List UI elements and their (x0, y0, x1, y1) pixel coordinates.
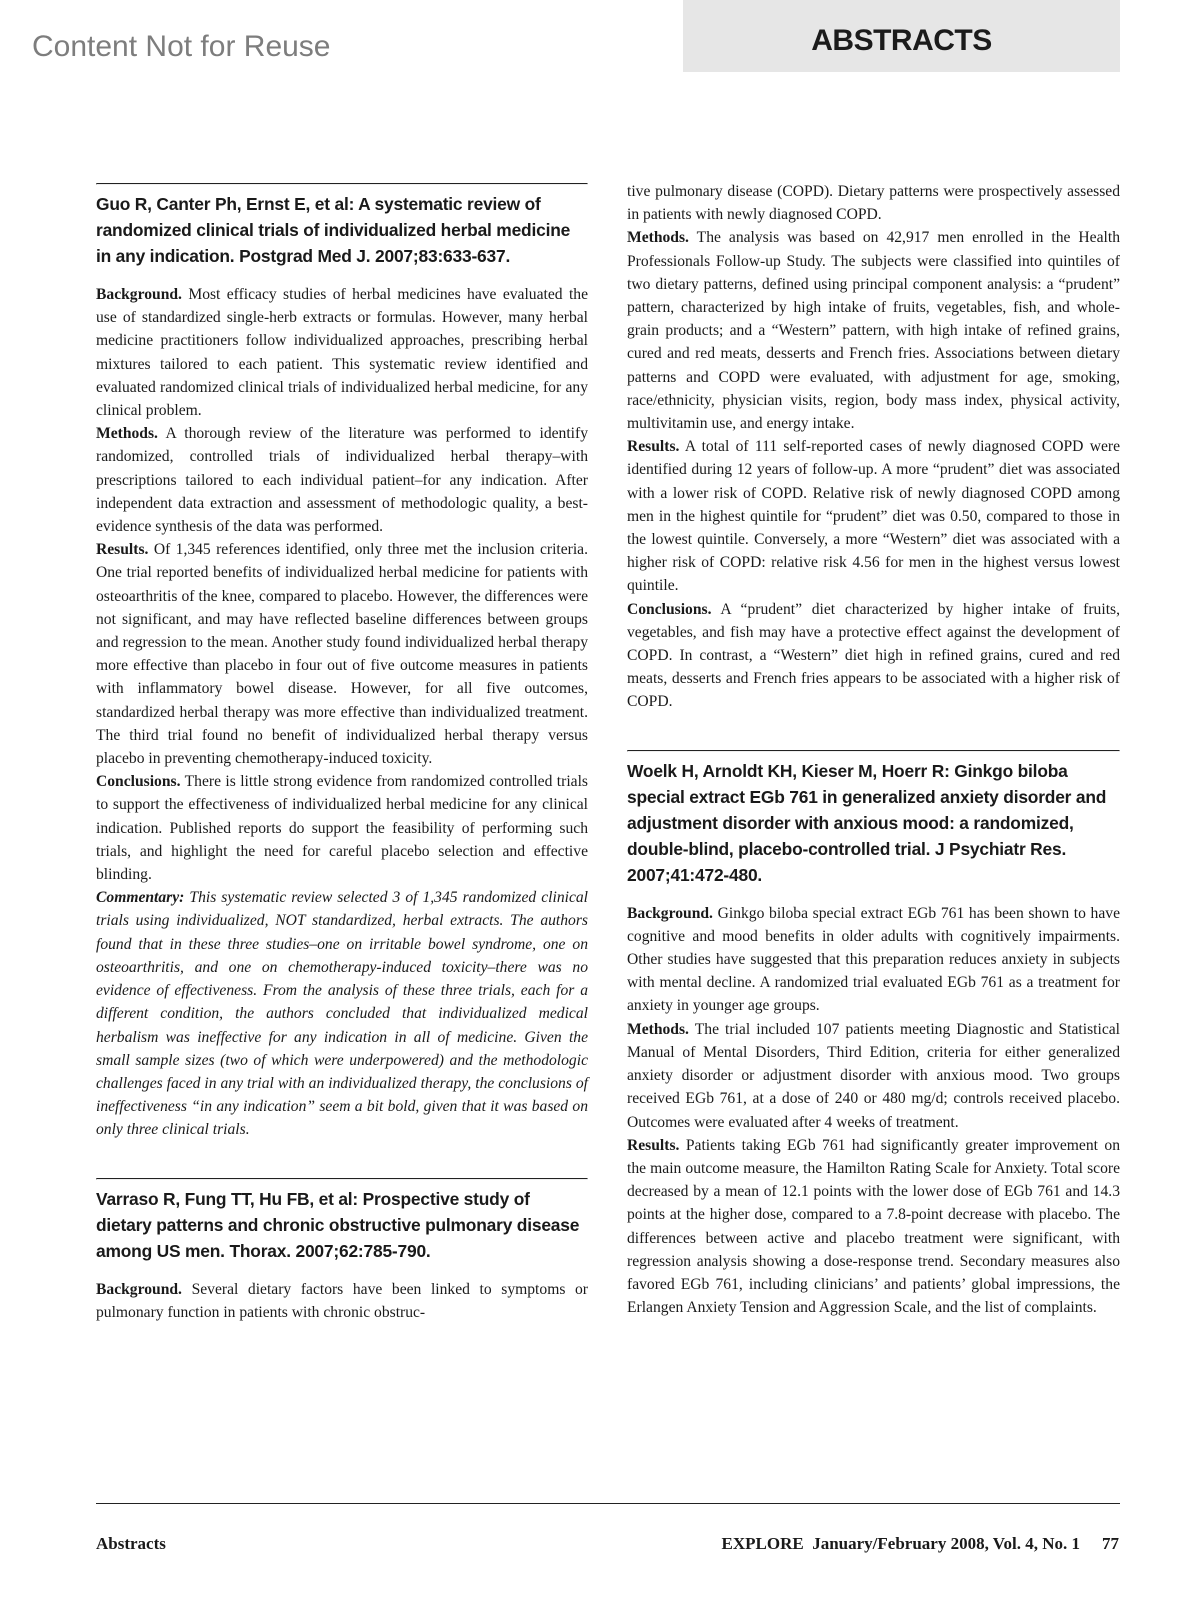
results-label: Results. (627, 438, 680, 456)
background-paragraph (627, 902, 1120, 1018)
methods-label: Methods. (96, 425, 158, 443)
conclusions-text: There is little strong evidence from randomized controlled trials to support the effectiveness of individualized herbal medicine for any clinical indication. Published reports do support the feasibility of performing such trials, and highlight the need for careful placebo selection and effective blinding. (96, 773, 588, 884)
methods-text: The trial included 107 patients meeting Diagnostic and Statistical Manual of Mental Disorders, Third Edition, criteria for either generalized anxiety disorder or adjustment disorder with anxious mood. Two groups received EGb 761, at a dose of 240 or 480 mg/d; controls received placebo. Outcomes were evaluated after 4 weeks of treatment. (627, 1020, 1121, 1131)
footer-section-name: Abstracts (96, 1534, 166, 1553)
article-rule (96, 183, 588, 185)
conclusions-label: Conclusions. (627, 600, 712, 618)
results-paragraph (627, 1134, 1120, 1320)
methods-paragraph (627, 1018, 1120, 1134)
results-paragraph (96, 538, 588, 770)
results-label: Results. (96, 541, 149, 559)
page-number: 77 (1102, 1534, 1119, 1553)
footer-citation (722, 1534, 1119, 1554)
footer-rule (96, 1503, 1120, 1504)
article-title: Guo R, Canter Ph, Ernst E, et al: A systematic review of randomized clinical trials of individualized herbal medicine in any indication. Postgrad Med J. 2007;83:633-637. (96, 194, 571, 266)
results-paragraph (627, 435, 1120, 597)
methods-text: A thorough review of the literature was performed to identify randomized, controlled trials of individualized herbal therapy–with prescriptions tailored to each individual patient–for any indication. After independent data extraction and assessment of methodologic quality, a best-evidence synthesis of the data was performed. (96, 425, 589, 536)
results-text: A total of 111 self-reported cases of newly diagnosed COPD were identified during 12 years of follow-up. A more “prudent” diet was associated with a lower risk of COPD. Relative risk of newly diagnosed COPD among men in the highest quintile for “prudent” diet was 0.50, compared to those in the lowest quintile. Conversely, a more “Western” diet was associated with a higher risk of COPD: relative risk 4.56 for men in the highest versus lowest quintile. (627, 438, 1120, 595)
methods-label: Methods. (627, 229, 689, 247)
background-continued: tive pulmonary disease (COPD). Dietary patterns were prospectively assessed in patients with newly diagnosed COPD. (627, 183, 1120, 224)
background-label: Background. (96, 1280, 182, 1298)
background-label: Background. (96, 286, 182, 303)
background-text: Several dietary factors have been linked to symptoms or pulmonary function in patients with chronic obstruc- (96, 1280, 588, 1321)
article-guo (96, 183, 588, 1142)
conclusions-paragraph (96, 770, 588, 886)
background-text: Most efficacy studies of herbal medicines have evaluated the use of standardized single-herb extracts or formulas. However, many herbal medicine practitioners follow individualized approaches, prescribing herbal mixtures tailored to each patient. This systematic review identified and evaluated randomized clinical trials of individualized herbal medicine, for any clinical problem. (96, 286, 588, 420)
watermark: Content Not for Reuse (32, 30, 331, 63)
commentary-label: Commentary: (96, 889, 185, 907)
article-varraso-continued (627, 180, 1120, 714)
article-title: Woelk H, Arnoldt KH, Kieser M, Hoerr R: Ginkgo biloba special extract EGb 761 in generalized anxiety disorder and adjustment disorder with anxious mood: a randomized, double-blind, placebo-controlled trial. J Psychiatr Res. 2007;41:472-480. (627, 760, 1107, 885)
background-paragraph (96, 1278, 588, 1324)
footer-journal: EXPLORE January/February 2008, Vol. 4, No. 1 (721, 1534, 1080, 1553)
methods-paragraph (627, 226, 1120, 435)
methods-label: Methods. (627, 1020, 689, 1038)
background-paragraph (96, 283, 588, 422)
background-text: Ginkgo biloba special extract EGb 761 has been shown to have cognitive and mood benefits in older adults with cognitively impairments. Other studies have suggested that this preparation reduces anxiety in subjects with mental decline. A randomized trial evaluated EGb 761 as a treatment for anxiety in younger age groups. (627, 904, 1120, 1015)
article-rule (627, 750, 1120, 752)
article-woelk (627, 750, 1120, 1320)
article-varraso (96, 1178, 588, 1324)
commentary-text: This systematic review selected 3 of 1,345 randomized clinical trials using individualized, NOT standardized, herbal extracts. The authors found that in these three studies–one on irritable bowel syndrome, one on osteoarthritis, and one on chemotherapy-induced toxicity–there was no evidence of effectiveness. From the analysis of these three trials, each for a different condition, the authors concluded that individualized medical herbalism was ineffective for any indication in all of medicine. Given the small sample sizes (two of which were underpowered) and the methodologic challenges faced in any trial with an individualized therapy, the conclusions of ineffectiveness “in any indication” seem a bit bold, given that it was based on only three clinical trials. (96, 889, 588, 1139)
right-column (627, 180, 1120, 1319)
methods-text: The analysis was based on 42,917 men enrolled in the Health Professionals Follow-up Study. The subjects were classified into quintiles of two dietary patterns, defined using principal component analysis: a “prudent” pattern, characterized by high intake of fruits, vegetables, fish, and whole-grain products; and a “Western” pattern, with high intake of refined grains, cured and red meats, desserts and French fries. Associations between dietary patterns and COPD were evaluated, with adjustment for age, smoking, race/ethnicity, physician visits, region, body mass index, physical activity, multivitamin use, and energy intake. (627, 229, 1120, 433)
commentary-paragraph (96, 886, 588, 1141)
conclusions-label: Conclusions. (96, 773, 181, 791)
conclusions-paragraph (627, 598, 1120, 714)
results-text: Patients taking EGb 761 had significantly greater improvement on the main outcome measure, the Hamilton Rating Scale for Anxiety. Total score decreased by a mean of 12.1 points with the lower dose of EGb 761 and 14.3 points at the higher dose, compared to a 7.8-point decrease with placebo. The differences between active and placebo treatment were significant, with regression analysis showing a dose-response trend. Secondary measures also favored EGb 761, including clinicians’ and patients’ global impressions, the Erlangen Anxiety Tension and Aggression Scale, and the list of complaints. (627, 1136, 1120, 1317)
conclusions-text: A “prudent” diet characterized by higher intake of fruits, vegetables, and fish may have a protective effect against the development of COPD. In contrast, a “Western” diet high in refined grains, cured and red meats, desserts and French fries appears to be associated with a higher risk of COPD. (627, 600, 1120, 711)
background-label: Background. (627, 904, 713, 922)
article-title: Varraso R, Fung TT, Hu FB, et al: Prospective study of dietary patterns and chronic obstructive pulmonary disease among US men. Thorax. 2007;62:785-790. (96, 1188, 580, 1261)
methods-paragraph (96, 422, 588, 538)
article-rule (96, 1178, 588, 1180)
section-header: ABSTRACTS (683, 0, 1120, 72)
left-column (96, 183, 588, 1324)
results-label: Results. (627, 1136, 680, 1154)
results-text: Of 1,345 references identified, only three met the inclusion criteria. One trial reported benefits of individualized herbal medicine for patients with osteoarthritis of the knee, compared to placebo. However, the differences were not significant, and may have reflected baseline differences between groups and regression to the mean. Another study found individualized herbal therapy more effective than placebo in four out of five outcome measures in patients with inflammatory bowel disease. However, for all five outcomes, standardized herbal therapy was more effective than individualized treatment. The third trial found no benefit of individualized herbal therapy versus placebo in preventing chemotherapy-induced toxicity. (96, 541, 589, 768)
